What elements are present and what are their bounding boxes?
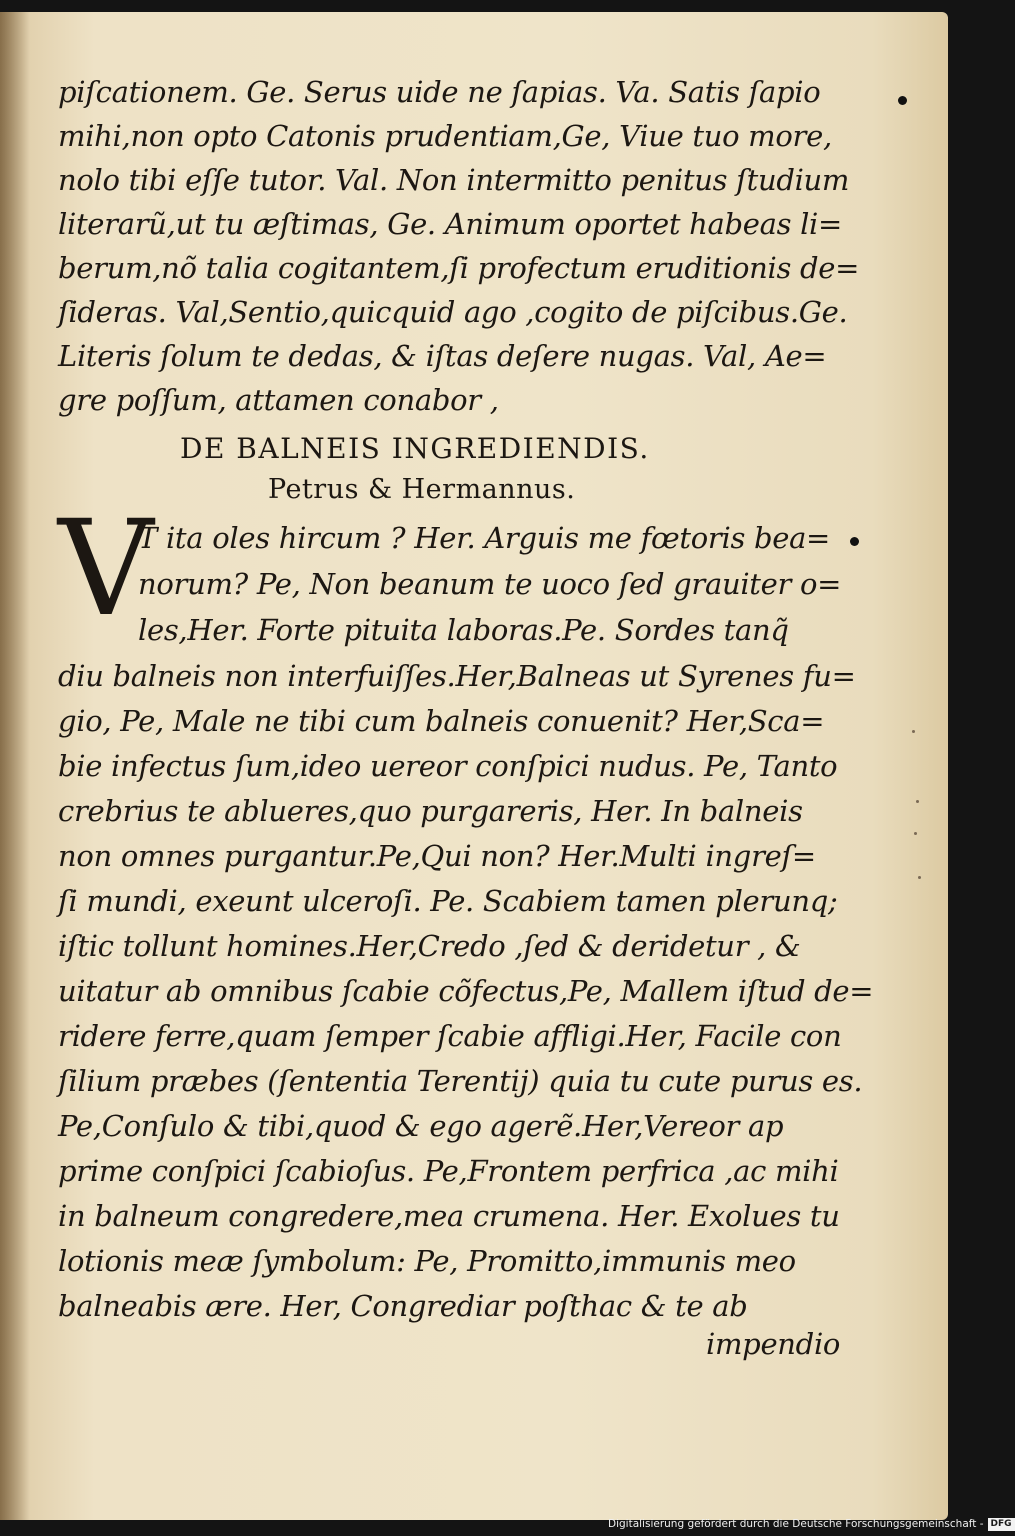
text-line: piſcationem. Ge. Serus uide ne ſapias. Va. Satis ſapio [58, 75, 821, 109]
dfg-logo: DFG [988, 1518, 1015, 1531]
footer-credit-text: Digitalisierung gefördert durch die Deutsche Forschungsgemeinschaft - [608, 1518, 984, 1530]
text-line: non omnes purgantur.Pe,Qui non? Her.Multi ingreſ= [58, 839, 816, 873]
section-subheading: Petrus & Hermannus. [268, 474, 576, 505]
text-line: ridere ferre,quam ſemper ſcabie affligi.Her, Facile con [58, 1019, 842, 1053]
text-line: literarũ,ut tu æſtimas, Ge. Animum oportet habeas li= [58, 207, 843, 241]
margin-dot-middle [850, 537, 859, 546]
spine-shadow [0, 12, 30, 1520]
text-line: uitatur ab omnibus ſcabie cõfectus,Pe, Mallem iſtud de= [58, 974, 874, 1008]
margin-speck [918, 876, 921, 879]
text-line: ſilium præbes (ſententia Terentij) quia tu cute purus es. [58, 1064, 863, 1098]
margin-speck [912, 730, 915, 733]
text-line: diu balneis non interfuiſſes.Her,Balneas ut Syrenes fu= [58, 659, 856, 693]
catchword-text: impendio [706, 1327, 841, 1361]
text-line: crebrius te ablueres,quo purgareris, Her. In balneis [58, 794, 803, 828]
drop-cap: V [58, 492, 154, 646]
text-line: bie infectus ſum,ideo uereor conſpici nudus. Pe, Tanto [58, 749, 838, 783]
footer-credit [608, 1516, 1015, 1532]
text-line: les,Her. Forte pituita laboras.Pe. Sordes tanq̃ [138, 613, 789, 647]
text-line: balneabis ære. Her, Congrediar poſthac & te ab [58, 1289, 748, 1323]
margin-dot-top [898, 96, 907, 105]
text-line: nolo tibi eſſe tutor. Val. Non intermitto penitus ſtudium [58, 163, 850, 197]
text-line: gre poſſum, attamen conabor , [58, 383, 499, 417]
text-line: gio, Pe, Male ne tibi cum balneis conuenit? Her,Sca= [58, 704, 825, 738]
text-line: iſtic tollunt homines.Her,Credo ,ſed & deridetur , & [58, 929, 801, 963]
section-heading: DE BALNEIS INGREDIENDIS. [180, 432, 650, 465]
text-line: berum,nõ talia cogitantem,ſi profectum eruditionis de= [58, 251, 860, 285]
text-line: lotionis meæ ſymbolum: Pe, Promitto,immunis meo [58, 1244, 796, 1278]
text-line: ſideras. Val,Sentio,quicquid ago ,cogito de piſcibus.Ge. [58, 295, 848, 329]
text-line: ſi mundi, exeunt ulceroſi. Pe. Scabiem tamen plerunq; [58, 884, 838, 918]
text-line: Literis ſolum te dedas, & iſtas deſere nugas. Val, Ae= [58, 339, 827, 373]
text-line: Pe,Conſulo & tibi,quod & ego agerẽ.Her,Vereor ap [58, 1109, 784, 1143]
text-line: in balneum congredere,mea crumena. Her. Exolues tu [58, 1199, 840, 1233]
text-line: norum? Pe, Non beanum te uoco ſed grauiter o= [138, 567, 842, 601]
text-line: T ita oles hircum ? Her. Arguis me fœtoris bea= [138, 521, 831, 555]
text-line: mihi,non opto Catonis prudentiam,Ge, Viue tuo more, [58, 119, 832, 153]
text-line: prime conſpici ſcabioſus. Pe,Frontem perfrica ,ac mihi [58, 1154, 839, 1188]
margin-speck [914, 832, 917, 835]
margin-speck [916, 800, 919, 803]
